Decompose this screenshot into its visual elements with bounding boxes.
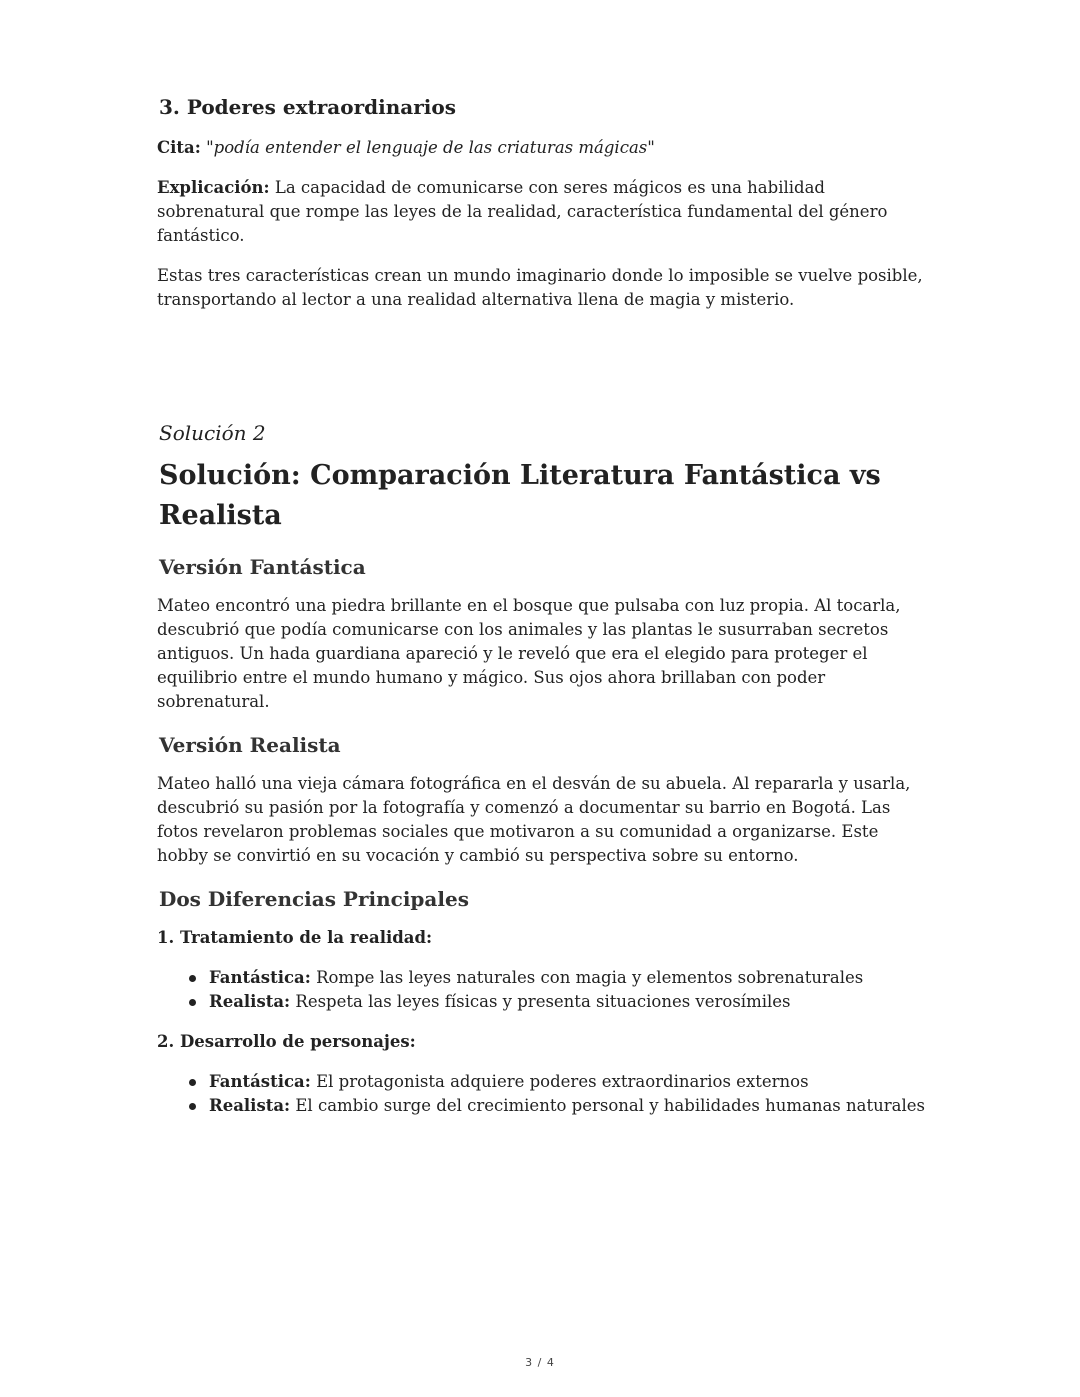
bullet-icon (189, 999, 196, 1006)
bullet-label: Realista: (209, 1096, 291, 1115)
quote-text: "podía entender el lenguaje de las criaturas mágicas" (206, 138, 655, 157)
list-item (209, 990, 927, 1014)
bullet-label: Fantástica: (209, 1072, 311, 1091)
fantastic-heading: Versión Fantástica (159, 555, 366, 579)
differences-heading: Dos Diferencias Principales (159, 887, 469, 911)
realist-text: Mateo halló una vieja cámara fotográfica en el desván de su abuela. Al repararla y usarla, descubrió su pasión por la fotografía y comenzó a documentar su barrio en Bogotá. Las fotos revelaron problemas sociales que motivaron a su comunidad a organizarse. Este hobby se convirtió en su vocación y cambió su perspectiva sobre su entorno. (157, 774, 911, 865)
explanation-label: Explicación: (157, 178, 270, 197)
difference-1-list (157, 966, 927, 1014)
list-item (209, 1094, 927, 1118)
bullet-text: El cambio surge del crecimiento personal y habilidades humanas naturales (295, 1096, 925, 1115)
quote-paragraph (157, 136, 927, 160)
bullet-text: Rompe las leyes naturales con magia y elementos sobrenaturales (316, 968, 864, 987)
explanation-text: La capacidad de comunicarse con seres mágicos es una habilidad sobrenatural que rompe las leyes de la realidad, característica fundamental del género fantástico. (157, 178, 888, 245)
fantastic-text: Mateo encontró una piedra brillante en el bosque que pulsaba con luz propia. Al tocarla, descubrió que podía comunicarse con los animales y las plantas le susurraban secretos antiguos. Un hada guardiana apareció y le reveló que era el elegido para proteger el equilibrio entre el mundo humano y mágico. Sus ojos ahora brillaban con poder sobrenatural. (157, 596, 901, 711)
page-content (157, 92, 927, 1134)
bullet-label: Realista: (209, 992, 291, 1011)
bullet-icon (189, 975, 196, 982)
bullet-icon (189, 1079, 196, 1086)
page-number: 3 / 4 (525, 1356, 555, 1369)
list-item (209, 1070, 927, 1094)
summary-paragraph: Estas tres características crean un mundo imaginario donde lo imposible se vuelve posible, transportando al lector a una realidad alternativa llena de magia y misterio. (157, 266, 923, 309)
bullet-text: Respeta las leyes físicas y presenta situaciones verosímiles (295, 992, 791, 1011)
section-title: 3. Poderes extraordinarios (159, 95, 456, 119)
difference-2-list (157, 1070, 927, 1118)
bullet-label: Fantástica: (209, 968, 311, 987)
bullet-text: El protagonista adquiere poderes extraordinarios externos (316, 1072, 809, 1091)
explanation-paragraph (157, 176, 927, 248)
quote-label: Cita: (157, 138, 201, 157)
solution-title: Solución: Comparación Literatura Fantástica vs Realista (159, 460, 881, 531)
difference-1-title: 1. Tratamiento de la realidad: (157, 928, 433, 947)
list-item (209, 966, 927, 990)
difference-2-title: 2. Desarrollo de personajes: (157, 1032, 416, 1051)
solution-label: Solución 2 (159, 421, 266, 445)
bullet-icon (189, 1103, 196, 1110)
realist-heading: Versión Realista (159, 733, 341, 757)
